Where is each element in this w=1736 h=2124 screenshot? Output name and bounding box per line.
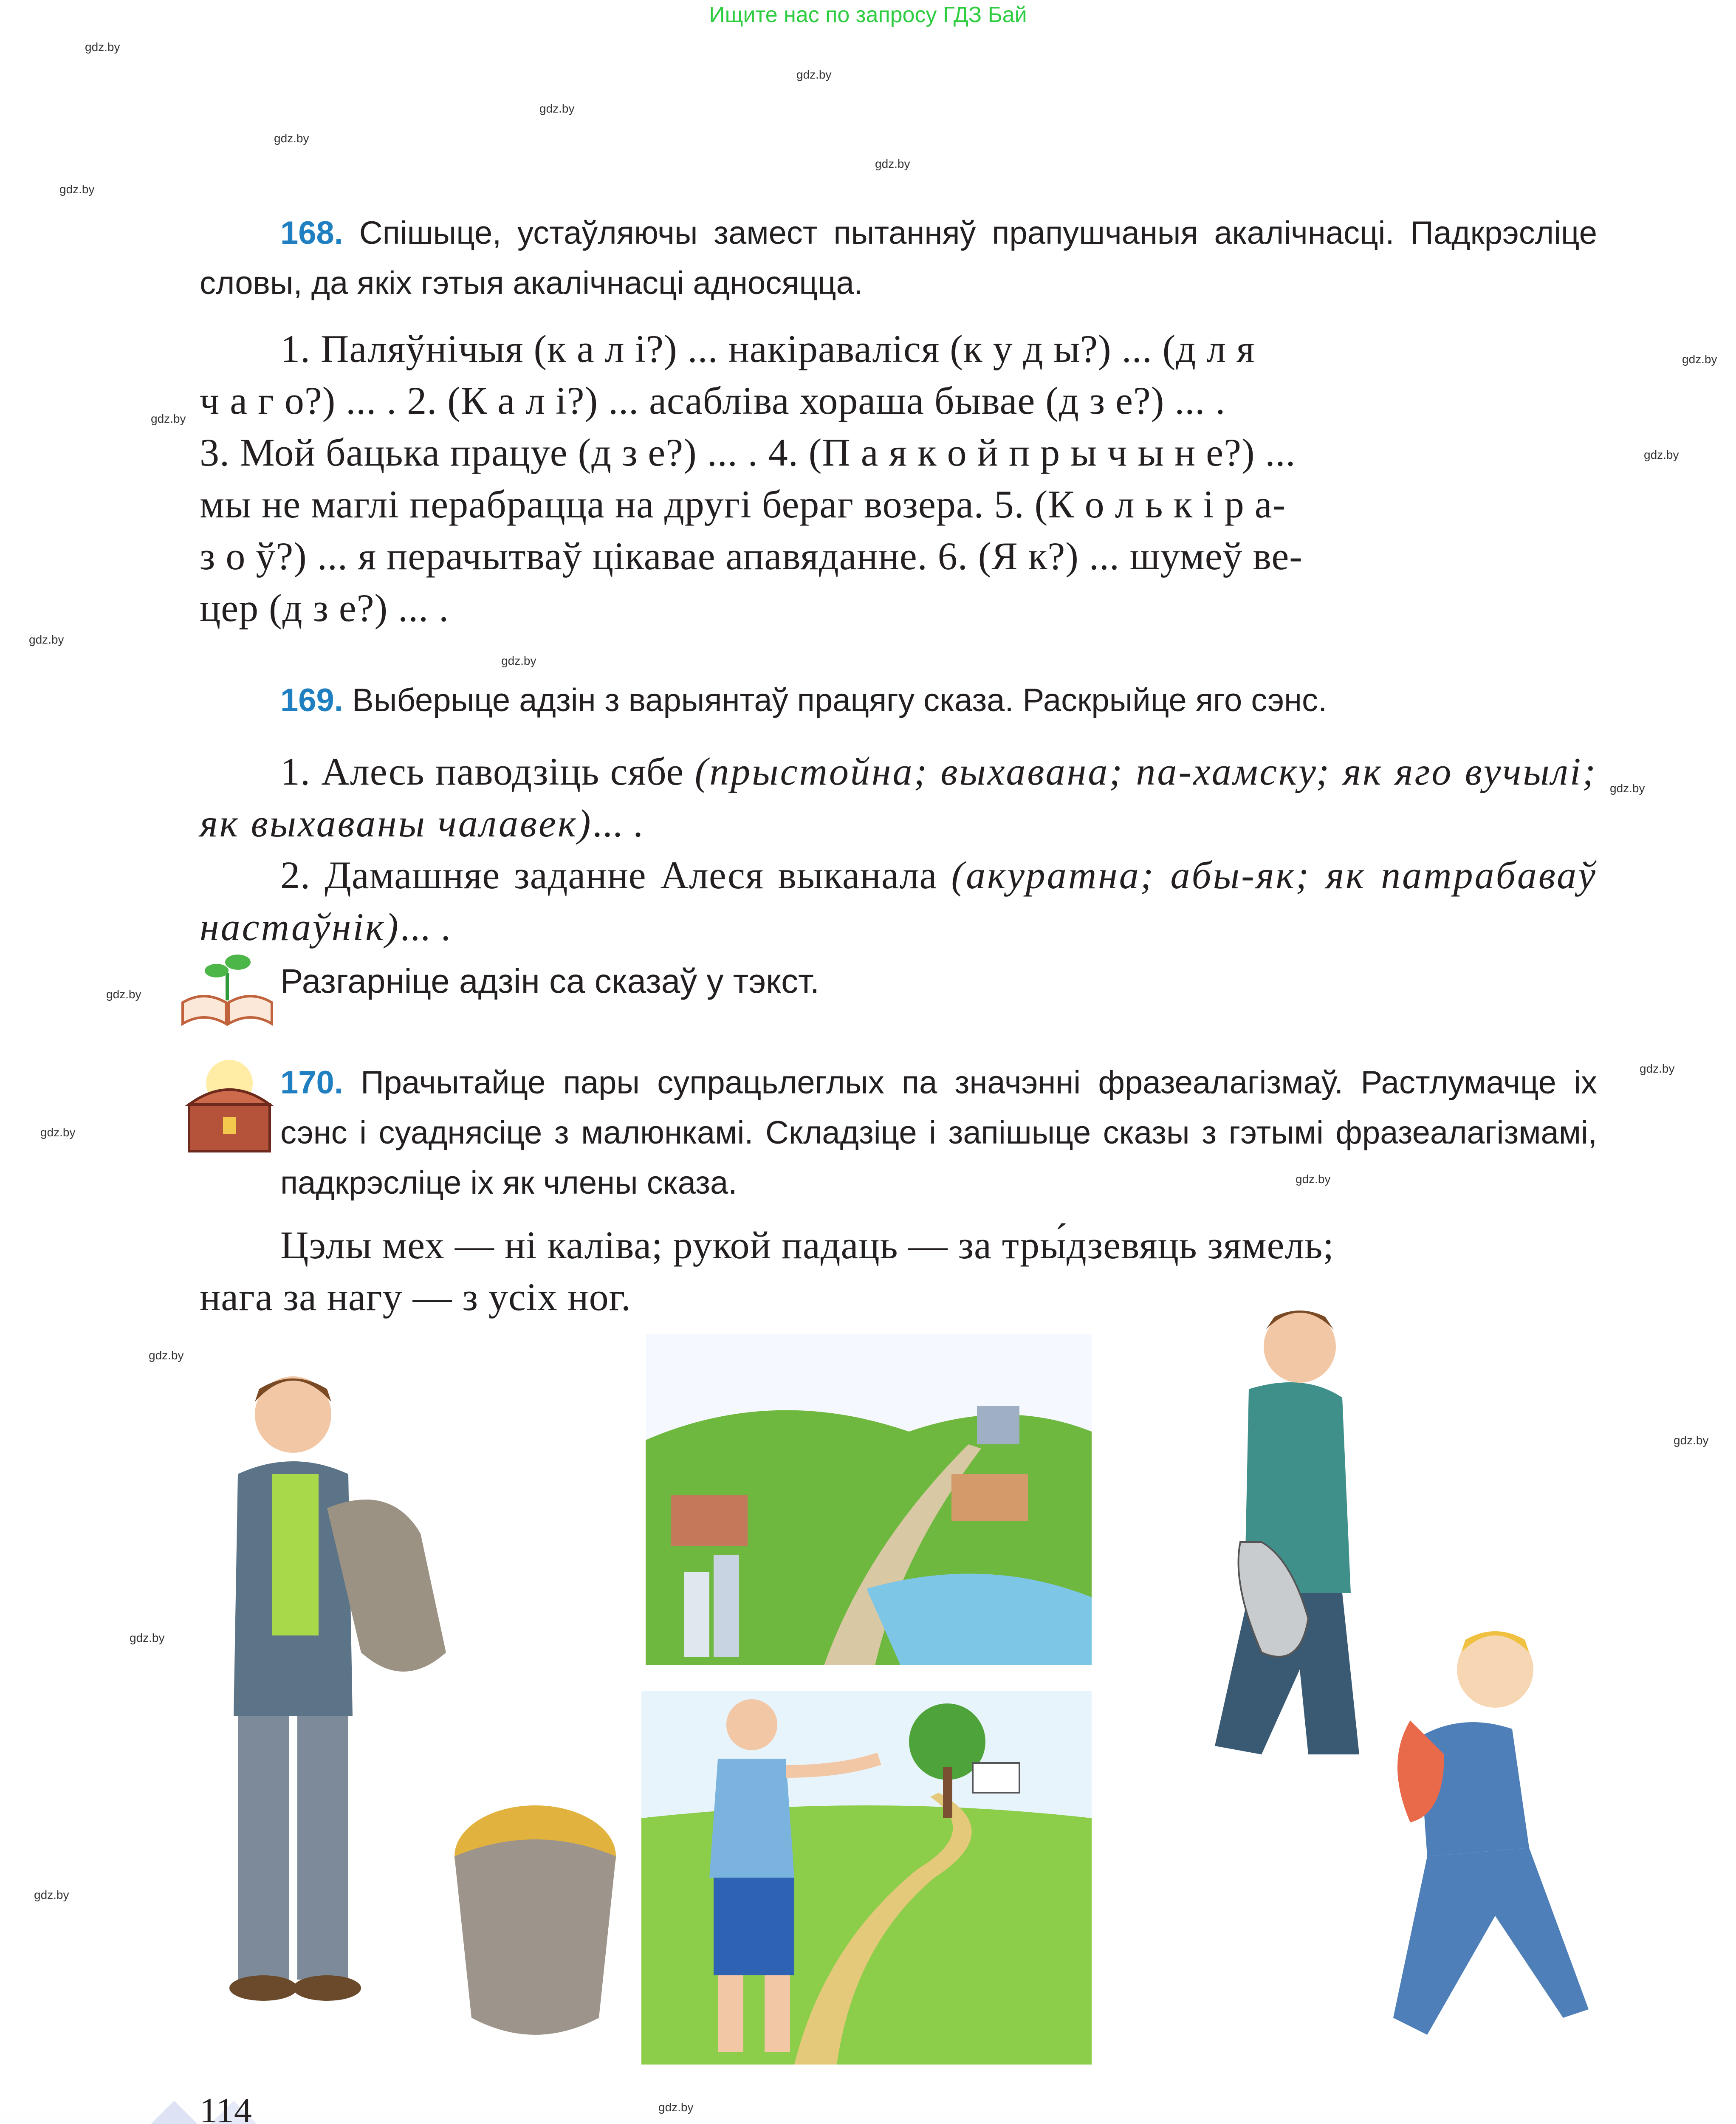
note-text: Разгарніце адзін са сказаў у тэкст. <box>280 962 820 1000</box>
illustration-walking-and-running-boys <box>1121 1287 1601 2077</box>
task-168-line-2: ч а г о?) ... . 2. (К а л і?) ... асабліва хораша бывае (д з е?) ... . <box>200 379 1226 422</box>
phrases-line-2: нага за нагу — з усіх ног. <box>200 1275 631 1319</box>
task-169-number: 169. <box>280 682 343 718</box>
watermark: gdz.by <box>1640 1062 1675 1075</box>
task-168-line-1: 1. Паляўнічыя (к а л і?) ... накіраваліся (к у д ы?) ... (д л я <box>280 327 1255 370</box>
task-170-number: 170. <box>280 1065 343 1101</box>
sentence-2-end: ... . <box>400 905 451 949</box>
phrases-line-1: Цэлы мех — ні каліва; рукой падаць — за тры́дзевяць зямель; <box>280 1223 1334 1267</box>
task-168-line-6: цер (д з е?) ... . <box>200 586 449 630</box>
watermark: gdz.by <box>34 1888 69 1901</box>
task-170-instruction <box>280 1058 1597 1208</box>
task-169-sentence-1 <box>200 746 1597 849</box>
watermark: gdz.by <box>29 633 64 646</box>
task-169-sentence-2 <box>200 849 1597 953</box>
illustration-road-to-city <box>646 1334 1092 1665</box>
watermark: gdz.by <box>59 183 95 196</box>
task-168-instruction <box>200 208 1597 308</box>
sentence-1-end: ... . <box>592 802 644 845</box>
task-170-text: Прачытайце пары супрацьлеглых па значэнні фразеалагізмаў. Растлумачце іх сэнс і суаднясіце з малюнкамі. Складзіце і запішыце сказы з гэтымі фразеалагізмамі, падкрэсліце іх як члены сказа. <box>280 1065 1597 1201</box>
sentence-2-options: (акуратна; абы-як; як патрабаваў настаўнік) <box>200 853 1598 949</box>
watermark: gdz.by <box>1682 353 1717 366</box>
watermark: gdz.by <box>1674 1434 1709 1447</box>
watermark: gdz.by <box>40 1126 76 1139</box>
watermark: gdz.by <box>875 157 910 170</box>
book-sprout-icon <box>178 947 276 1028</box>
task-169-exercise <box>200 746 1597 953</box>
watermark: gdz.by <box>796 68 832 81</box>
watermark: gdz.by <box>1610 782 1645 795</box>
top-banner[interactable]: Ищите нас по запросу ГДЗ Бай <box>709 3 1027 27</box>
sentence-1-plain: 1. Алесь паводзіць сябе <box>280 750 684 793</box>
task-168-exercise <box>200 323 1597 634</box>
illustration-boy-pointing-road <box>641 1691 1092 2065</box>
task-168-line-4: мы не маглі перабрацца на другі бераг возера. 5. (К о л ь к і р а- <box>200 483 1286 526</box>
task-168-number: 168. <box>280 215 343 251</box>
watermark: gdz.by <box>274 132 309 145</box>
watermark: gdz.by <box>1296 1172 1331 1186</box>
task-168-line-5: з о ў?) ... я перачытваў цікавае апавяданне. 6. (Я к?) ... шумеў ве- <box>200 534 1303 578</box>
illustration-man-with-sack <box>200 1355 629 2060</box>
watermark: gdz.by <box>130 1631 165 1644</box>
watermark: gdz.by <box>501 654 536 667</box>
watermark: gdz.by <box>149 1349 184 1362</box>
sentence-1-options: (прыстойна; выхавана; па-хамску; як яго вучылі; як выхаваны чалавек) <box>200 750 1598 845</box>
treasure-chest-icon <box>183 1058 276 1155</box>
task-168-line-3: 3. Мой бацька працуе (д з е?) ... . 4. (П а я к о й п р ы ч ы н е?) ... <box>200 431 1296 474</box>
page-number: 114 <box>200 2091 252 2124</box>
watermark: gdz.by <box>85 40 120 54</box>
task-168-text: Спішыце, устаўляючы замест пытанняў прапушчаныя акалічнасці. Падкрэсліце словы, да якіх гэтыя акалічнасці адносяцца. <box>200 215 1597 301</box>
task-169-text: Выберыце адзін з варыянтаў працягу сказа. Раскрыйце яго сэнс. <box>352 682 1327 718</box>
task-169-instruction <box>200 675 1597 726</box>
watermark: gdz.by <box>1644 448 1679 461</box>
sentence-2-plain: 2. Дамашняе заданне Алеся выканала <box>280 853 937 897</box>
watermark: gdz.by <box>106 988 141 1001</box>
watermark: gdz.by <box>539 102 575 115</box>
watermark: gdz.by <box>658 2101 694 2114</box>
watermark: gdz.by <box>151 412 186 425</box>
